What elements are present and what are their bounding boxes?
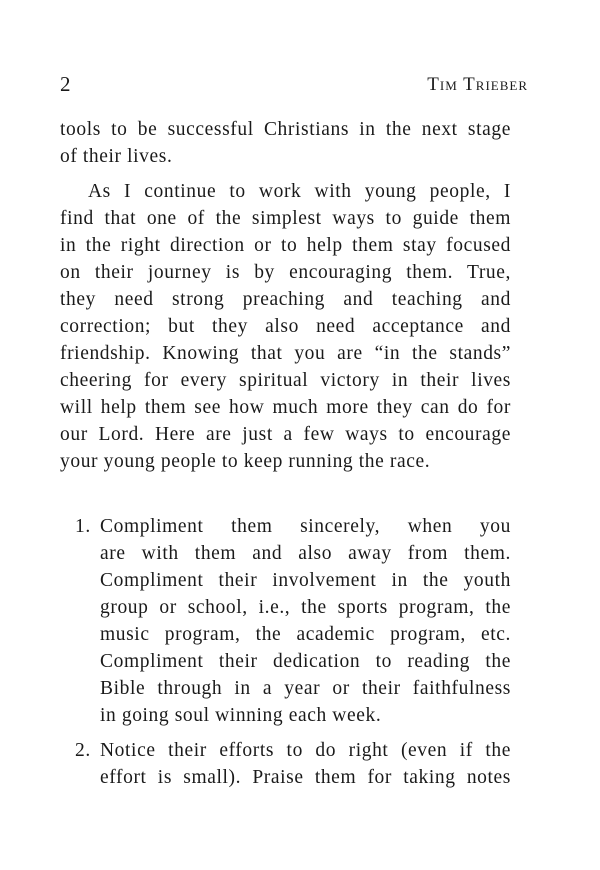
text-line: our Lord. Here are just a few ways to encourage <box>60 424 511 445</box>
text-line: Compliment them sincerely, when you <box>100 516 511 537</box>
text-line: find that one of the simplest ways to guide them <box>60 208 511 229</box>
text-line: Compliment their involvement in the youth <box>100 570 511 591</box>
text-line: tools to be successful Christians in the next stage <box>60 119 511 140</box>
text-line: of their lives. <box>60 146 173 167</box>
text-line: on their journey is by encouraging them. True, <box>60 262 511 283</box>
text-line: will help them see how much more they can do for <box>60 397 511 418</box>
text-line: your young people to keep running the race. <box>60 451 431 472</box>
text-line: correction; but they also need acceptance and <box>60 316 511 337</box>
text-line: Notice their efforts to do right (even if the <box>100 740 511 761</box>
text-line: Compliment their dedication to reading the <box>100 651 511 672</box>
text-line: they need strong preaching and teaching and <box>60 289 511 310</box>
list-number: 1. <box>75 516 91 537</box>
list-number: 2. <box>75 740 91 761</box>
text-line: in the right direction or to help them stay focused <box>60 235 511 256</box>
text-line: As I continue to work with young people, I <box>88 181 511 202</box>
text-line: are with them and also away from them. <box>100 543 511 564</box>
text-line: group or school, i.e., the sports program, the <box>100 597 511 618</box>
page-number: 2 <box>60 72 71 96</box>
running-head: Tim Trieber <box>427 74 528 95</box>
text-line: friendship. Knowing that you are “in the stands” <box>60 343 511 364</box>
text-line: cheering for every spiritual victory in their lives <box>60 370 511 391</box>
text-line: Bible through in a year or their faithfulness <box>100 678 511 699</box>
text-line: effort is small). Praise them for taking notes <box>100 767 511 788</box>
text-line: music program, the academic program, etc. <box>100 624 511 645</box>
text-line: in going soul winning each week. <box>100 705 382 726</box>
